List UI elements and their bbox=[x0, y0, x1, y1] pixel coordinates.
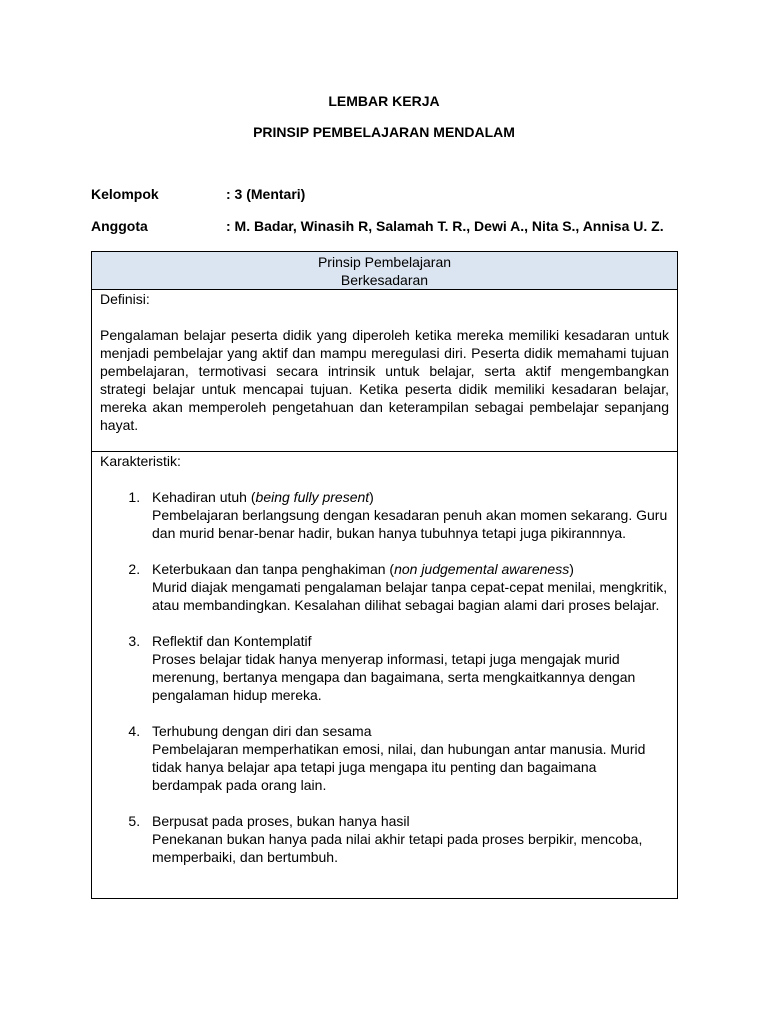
list-item bbox=[144, 722, 669, 794]
characteristics-cell bbox=[92, 452, 678, 899]
document-title: LEMBAR KERJA bbox=[328, 93, 440, 109]
item-title: 3. Reflektif dan Kontemplatif bbox=[152, 633, 312, 649]
members-value: : M. Badar, Winasih R, Salamah T. R., Dewi A., Nita S., Annisa U. Z. bbox=[226, 218, 664, 234]
group-label: Kelompok bbox=[91, 186, 159, 202]
list-item bbox=[144, 560, 669, 614]
item-title: 4. Terhubung dengan diri dan sesama bbox=[152, 723, 372, 739]
item-text: Proses belajar tidak hanya menyerap informasi, tetapi juga mengajak murid merenung, bertanya mengapa dan bagaimana, serta mengkaitkannya dengan pengalaman hidup mereka. bbox=[152, 651, 636, 703]
principle-table bbox=[91, 251, 678, 899]
list-item bbox=[144, 488, 669, 542]
definition-cell bbox=[92, 290, 678, 452]
item-text: Murid diajak mengamati pengalaman belajar tanpa cepat-cepat menilai, mengkritik, atau membandingkan. Kesalahan dilihat sebagai bagian alami dari proses belajar. bbox=[152, 579, 668, 613]
characteristics-list bbox=[100, 488, 669, 866]
item-title: 5. Berpusat pada proses, bukan hanya hasil bbox=[152, 813, 410, 829]
item-text: Pembelajaran berlangsung dengan kesadaran penuh akan momen sekarang. Guru dan murid benar-benar hadir, bukan hanya tubuhnya tetapi juga pikirannnya. bbox=[152, 507, 668, 541]
list-item bbox=[144, 812, 669, 866]
item-title: 2. Keterbukaan dan tanpa penghakiman (non judgemental awareness) bbox=[152, 561, 574, 577]
characteristics-label: Karakteristik: bbox=[100, 453, 181, 469]
table-heading-line1: Prinsip Pembelajaran bbox=[317, 254, 452, 270]
item-text: Penekanan bukan hanya pada nilai akhir tetapi pada proses berpikir, mencoba, memperbaiki, dan bertumbuh. bbox=[152, 831, 643, 865]
members-label: Anggota bbox=[91, 218, 148, 234]
group-value: : 3 (Mentari) bbox=[226, 186, 306, 202]
item-title: 1. Kehadiran utuh (being fully present) bbox=[152, 489, 374, 505]
item-text: Pembelajaran memperhatikan emosi, nilai, dan hubungan antar manusia. Murid tidak hanya belajar apa tetapi juga mengapa itu penting dan bagaimana berdampak pada orang lain. bbox=[152, 741, 646, 793]
table-heading-line2: Berkesadaran bbox=[340, 272, 429, 288]
document-subtitle: PRINSIP PEMBELAJARAN MENDALAM bbox=[253, 124, 515, 140]
definition-text: Pengalaman belajar peserta didik yang diperoleh ketika mereka memiliki kesadaran untuk menjadi pembelajar yang aktif dan mampu meregulasi diri. Peserta didik memahami tujuan pembelajaran, termotivasi secara intrinsik untuk belajar, serta aktif mengembangkan strategi belajar untuk mencapai tujuan. Ketika peserta didik memiliki kesadaran belajar, mereka akan memperoleh pengetahuan dan keterampilan sebagai pembelajar sepanjang hayat. bbox=[100, 327, 669, 433]
list-item bbox=[144, 632, 669, 704]
table-heading bbox=[92, 252, 678, 290]
definition-label: Definisi: bbox=[100, 291, 150, 307]
